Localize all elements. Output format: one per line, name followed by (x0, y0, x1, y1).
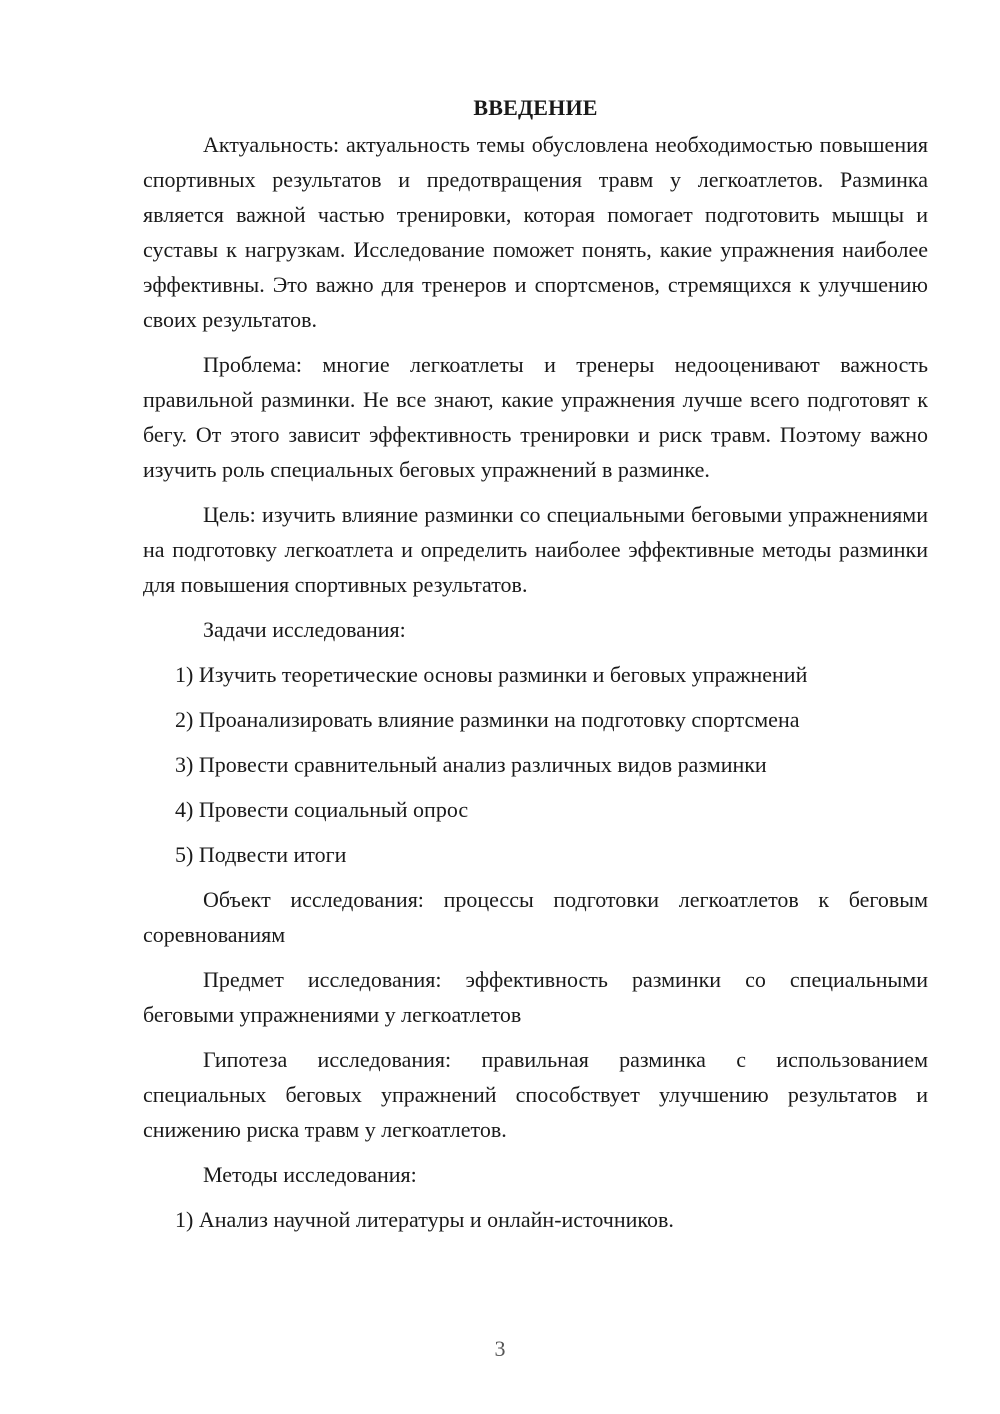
object-paragraph: Объект исследования: процессы подготовки легкоатлетов к беговым соревнованиям (143, 887, 928, 947)
list-item: 3) Провести сравнительный анализ различных видов разминки (175, 752, 767, 777)
subject-paragraph: Предмет исследования: эффективность разминки со специальными беговыми упражнениями у легкоатлетов (143, 967, 928, 1027)
document-title: ВВЕДЕНИЕ (473, 95, 598, 120)
tasks-list (143, 657, 928, 872)
list-item: 4) Провести социальный опрос (175, 797, 469, 822)
document-page (143, 90, 928, 1247)
methods-list (143, 1202, 928, 1237)
list-item: 1) Изучить теоретические основы разминки и беговых упражнений (175, 662, 808, 687)
list-item: 2) Проанализировать влияние разминки на подготовку спортсмена (175, 707, 800, 732)
relevance-paragraph: Актуальность: актуальность темы обусловлена необходимостью повышения спортивных результатов и предотвращения травм у легкоатлетов. Разминка является важной частью тренировки, которая помогает подготовить мышцы и суставы к нагрузкам. Исследование поможет понять, какие упражнения наиболее эффективны. Это важно для тренеров и спортсменов, стремящихся к улучшению своих результатов. (143, 132, 928, 332)
page-number: 3 (494, 1336, 506, 1361)
list-item: 5) Подвести итоги (175, 842, 347, 867)
goal-paragraph: Цель: изучить влияние разминки со специальными беговыми упражнениями на подготовку легкоатлета и определить наиболее эффективные методы разминки для повышения спортивных результатов. (143, 502, 928, 597)
methods-heading: Методы исследования: (203, 1162, 417, 1187)
hypothesis-paragraph: Гипотеза исследования: правильная разминка с использованием специальных беговых упражнений способствует улучшению результатов и снижению риска травм у легкоатлетов. (143, 1047, 928, 1142)
tasks-heading: Задачи исследования: (203, 617, 406, 642)
problem-paragraph: Проблема: многие легкоатлеты и тренеры недооценивают важность правильной разминки. Не все знают, какие упражнения лучше всего подготовят к бегу. От этого зависит эффективность тренировки и риск травм. Поэтому важно изучить роль специальных беговых упражнений в разминке. (143, 352, 928, 482)
list-item: 1) Анализ научной литературы и онлайн-источников. (175, 1207, 674, 1232)
